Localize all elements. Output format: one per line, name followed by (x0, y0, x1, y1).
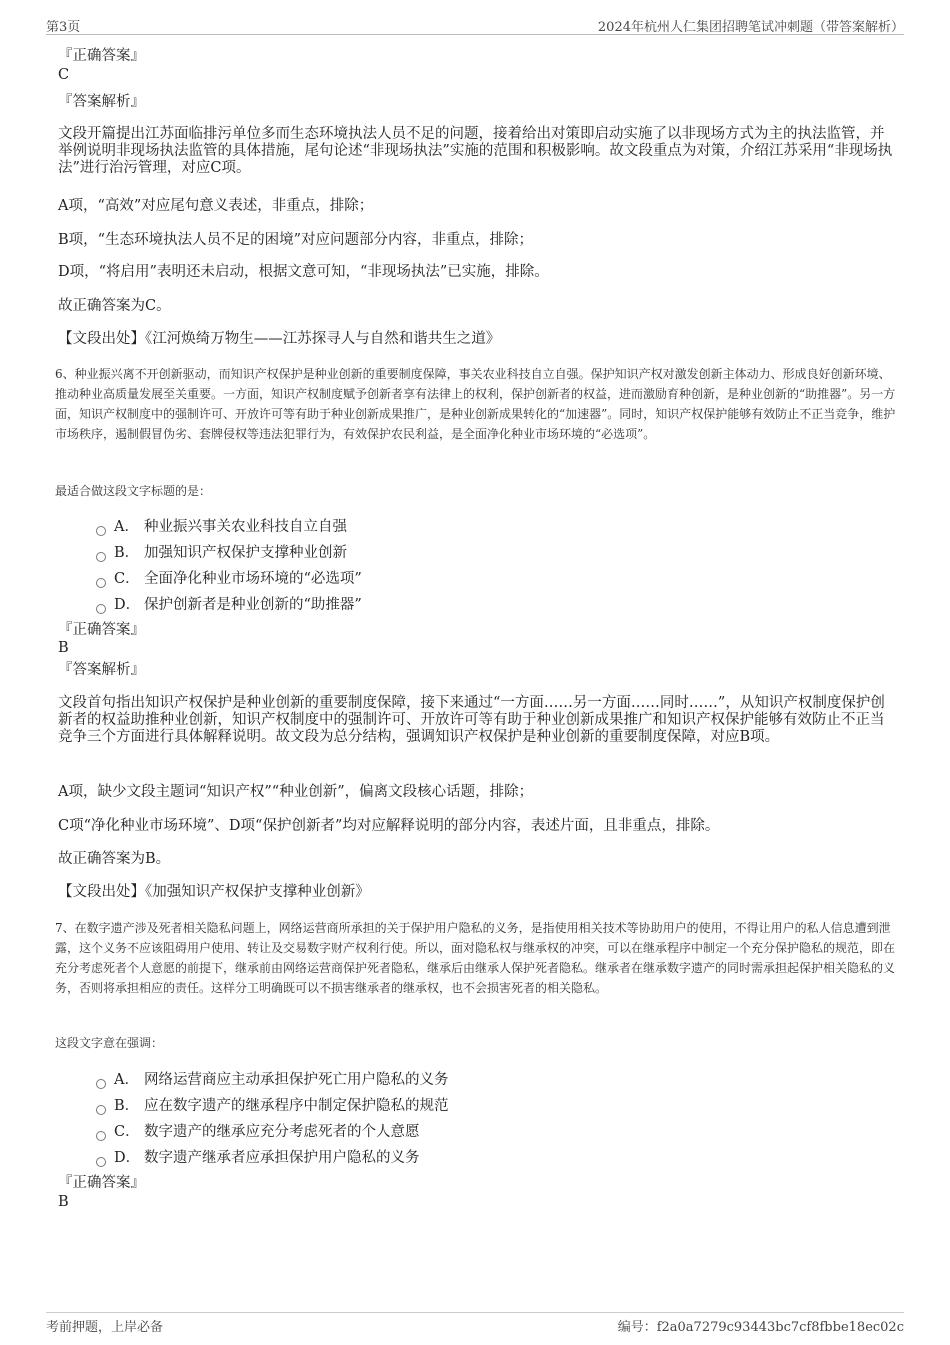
question-prompt: 这段文字意在强调： (55, 1036, 164, 1050)
question-stem: 7、在数字遗产涉及死者相关隐私问题上，网络运营商所承担的关于保护用户隐私的义务，是指使用相关技术等协助用户的使用，不得让用户的私人信息遭到泄露，这个义务不应该阻碍用户使用、转让及交易数字财产权利行使。所以，面对隐私权与继承权的冲突，可以在继承程序中制定一个充分保护隐私的规范，即在充分考虑死者个人意愿的前提下，继承前由网络运营商保护死者隐私，继承后由继承人保护死者隐私。继承者在继承数字遗产的同时需承担起保护相关隐私的义务，否则将承担相应的责任。这样分工明确既可以不损害继承者的继承权，也不会损害死者的相关隐私。 (55, 921, 896, 995)
radio-icon[interactable] (96, 552, 106, 562)
radio-icon[interactable] (96, 526, 106, 536)
answer-label: 『正确答案』 (58, 622, 145, 638)
elimination-cd: C项“净化种业市场环境”、D项“保护创新者”均对应解释说明的部分内容，表述片面，且非重点，排除。 (58, 818, 720, 834)
option-a[interactable]: A． 种业振兴事关农业科技自立自强 (96, 515, 347, 533)
source-citation: 【文段出处】《江河焕绮万物生——江苏探寻人与自然和谐共生之道》 (58, 331, 501, 347)
answer-value: B (58, 1194, 69, 1210)
radio-icon[interactable] (96, 1105, 106, 1115)
elimination-d: D项，“将启用”表明还未启动，根据文意可知，“非现场执法”已实施，排除。 (58, 264, 549, 280)
page-footer (46, 1312, 904, 1337)
analysis-text: 文段首句指出知识产权保护是种业创新的重要制度保障，接下来通过“一方面……另一方面……同时……”，从知识产权制度保护创新者的权益助推种业创新，知识产权制度中的强制许可、开放许可等有助于种业创新成果推广和知识产权保护能够有效防止不正当竞争三个方面进行具体解释说明。故文段为总分结构，强调知识产权保护是种业创新的重要制度保障，对应B项。 (58, 695, 885, 745)
option-b[interactable]: B． 应在数字遗产的继承程序中制定保护隐私的规范 (96, 1094, 449, 1112)
question-stem: 6、种业振兴离不开创新驱动，而知识产权保护是种业创新的重要制度保障，事关农业科技自立自强。保护知识产权对激发创新主体动力、形成良好创新环境、推动种业高质量发展至关重要。一方面，知识产权制度赋予创新者享有法律上的权利，保护创新者的权益，进而激励育种创新，是种业创新的“助推器”。另一方面，知识产权制度中的强制许可、开放许可等有助于种业创新成果推广，是种业创新成果转化的“加速器”。同时，知识产权保护能够有效防止不正当竞争，维护市场秩序，遏制假冒伪劣、套牌侵权等违法犯罪行为，有效保护农民利益，是全面净化种业市场环境的“必选项”。 (55, 367, 896, 441)
answer-value: B (58, 640, 69, 656)
document-id: 编号：f2a0a7279c93443bc7cf8fbbe18ec02c (617, 1320, 904, 1335)
option-d[interactable]: D． 保护创新者是种业创新的“助推器” (96, 593, 362, 611)
option-c[interactable]: C． 数字遗产的继承应充分考虑死者的个人意愿 (96, 1120, 420, 1138)
analysis-text: 文段开篇提出江苏面临排污单位多而生态环境执法人员不足的问题，接着给出对策即启动实施了以非现场方式为主的执法监管，并举例说明非现场执法监管的具体措施，尾句论述“非现场执法”实施的范围和积极影响。故文段重点为对策，介绍江苏采用“非现场执法”进行治污管理，对应C项。 (58, 126, 893, 176)
answer-label: 『正确答案』 (58, 1175, 145, 1191)
answer-value: C (58, 67, 70, 83)
answer-label: 『正确答案』 (58, 48, 145, 64)
option-c[interactable]: C． 全面净化种业市场环境的“必选项” (96, 567, 362, 585)
analysis-label: 『答案解析』 (58, 94, 145, 110)
conclusion: 故正确答案为B。 (58, 851, 171, 867)
page-number: 第3页 (46, 20, 81, 35)
option-d[interactable]: D． 数字遗产继承者应承担保护用户隐私的义务 (96, 1146, 420, 1164)
elimination-a: A项，缺少文段主题词“知识产权”“种业创新”，偏离文段核心话题，排除； (58, 784, 534, 800)
radio-icon[interactable] (96, 1079, 106, 1089)
page-header (46, 14, 904, 35)
radio-icon[interactable] (96, 1157, 106, 1167)
elimination-a: A项，“高效”对应尾句意义表述，非重点，排除； (58, 198, 374, 214)
radio-icon[interactable] (96, 604, 106, 614)
elimination-b: B项，“生态环境执法人员不足的困境”对应问题部分内容，非重点，排除； (58, 232, 533, 248)
option-a[interactable]: A． 网络运营商应主动承担保护死亡用户隐私的义务 (96, 1068, 449, 1086)
option-b[interactable]: B． 加强知识产权保护支撑种业创新 (96, 541, 347, 559)
radio-icon[interactable] (96, 578, 106, 588)
analysis-label: 『答案解析』 (58, 662, 145, 678)
document-title: 2024年杭州人仁集团招聘笔试冲刺题（带答案解析） (597, 20, 904, 35)
source-citation: 【文段出处】《加强知识产权保护支撑种业创新》 (58, 884, 370, 900)
footer-slogan: 考前押题，上岸必备 (46, 1320, 164, 1335)
question-prompt: 最适合做这段文字标题的是： (55, 484, 212, 498)
radio-icon[interactable] (96, 1131, 106, 1141)
conclusion: 故正确答案为C。 (58, 298, 171, 314)
